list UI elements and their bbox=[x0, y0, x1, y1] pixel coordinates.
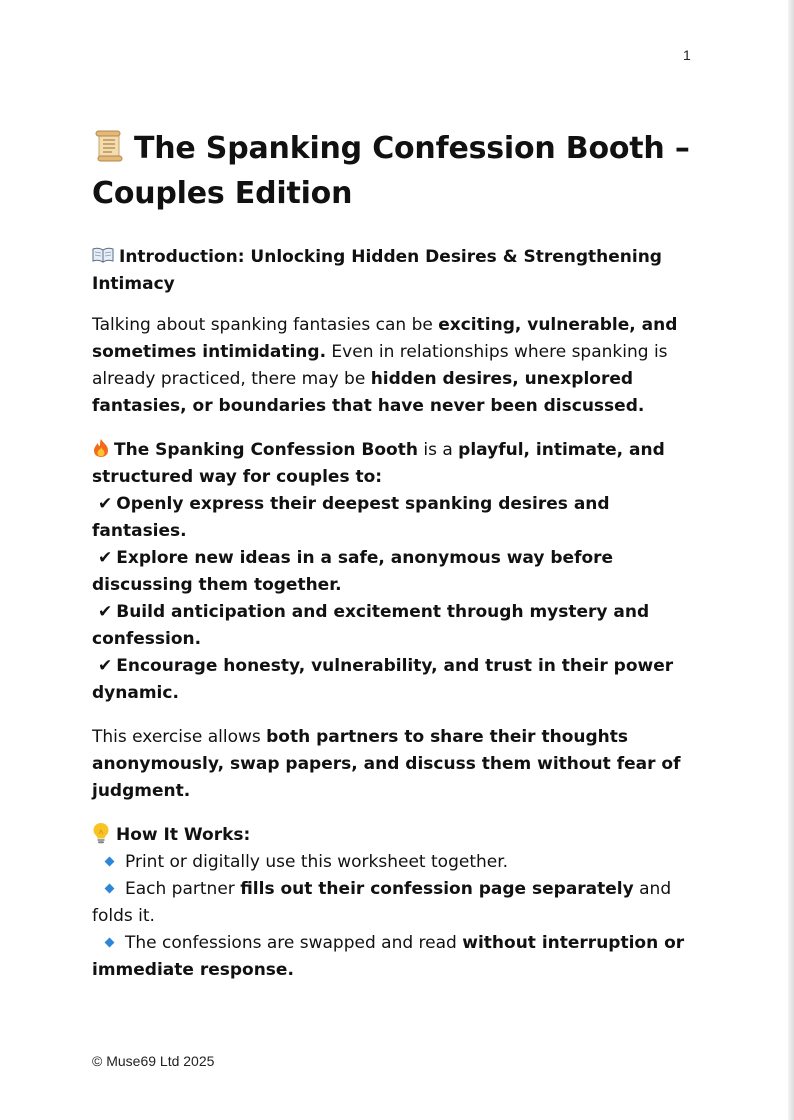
step-text: and folds it. bbox=[92, 879, 672, 926]
step-item bbox=[92, 849, 692, 876]
check-text: Openly express their deepest spanking desires and fantasies. bbox=[92, 494, 610, 541]
copyright-footer: © Muse69 Ltd 2025 bbox=[92, 1053, 215, 1069]
light-bulb-icon bbox=[92, 822, 110, 844]
check-text: Build anticipation and excitement through mystery and confession. bbox=[92, 602, 650, 649]
check-icon: ✔ bbox=[98, 494, 113, 514]
document-body bbox=[92, 126, 692, 1001]
check-item bbox=[92, 653, 692, 707]
check-icon: ✔ bbox=[98, 548, 113, 568]
exercise-text-2: both partners to share their thoughts anonymously, swap papers, and discuss them without fear of judgment. bbox=[92, 727, 681, 801]
intro-text-3: Even in relationships where spanking is already practiced, there may be bbox=[92, 342, 668, 389]
exercise-paragraph bbox=[92, 724, 692, 805]
open-book-icon bbox=[92, 245, 114, 261]
intro-paragraph bbox=[92, 312, 692, 420]
step-text: The confessions are swapped and read bbox=[125, 933, 463, 953]
check-item bbox=[92, 545, 692, 599]
booth-section bbox=[92, 437, 692, 707]
intro-text-1: Talking about spanking fantasies can be bbox=[92, 315, 439, 335]
how-it-works-title: How It Works: bbox=[116, 825, 251, 845]
blue-diamond-icon bbox=[105, 937, 115, 947]
intro-heading-text: Introduction: Unlocking Hidden Desires & Strengthening Intimacy bbox=[92, 247, 662, 294]
step-text-bold: without interruption or immediate response. bbox=[92, 933, 685, 980]
intro-heading bbox=[92, 244, 692, 298]
step-item bbox=[92, 876, 692, 930]
fire-icon bbox=[92, 438, 110, 458]
blue-diamond-icon bbox=[105, 883, 115, 893]
how-it-works-heading bbox=[92, 822, 692, 849]
exercise-text-1: This exercise allows bbox=[92, 727, 267, 747]
intro-text-2: exciting, vulnerable, and sometimes intimidating. bbox=[92, 315, 678, 362]
check-item bbox=[92, 599, 692, 653]
page-edge bbox=[788, 0, 794, 1120]
check-text: Explore new ideas in a safe, anonymous way before discussing them together. bbox=[92, 548, 614, 595]
how-it-works-section bbox=[92, 822, 692, 984]
page-title bbox=[92, 126, 692, 216]
blue-diamond-icon bbox=[105, 856, 115, 866]
step-text: Each partner bbox=[125, 879, 241, 899]
step-item bbox=[92, 930, 692, 984]
booth-intro-line bbox=[92, 437, 692, 491]
page-number: 1 bbox=[683, 47, 691, 63]
intro-text-4: hidden desires, unexplored fantasies, or boundaries that have never been discussed. bbox=[92, 369, 645, 416]
check-icon: ✔ bbox=[98, 602, 113, 622]
booth-description: playful, intimate, and structured way for couples to: bbox=[92, 440, 665, 487]
step-text-bold: fills out their confession page separately bbox=[240, 879, 634, 899]
page-title-text: The Spanking Confession Booth – Couples Edition bbox=[92, 131, 690, 211]
booth-is-a: is a bbox=[417, 440, 459, 460]
check-item bbox=[92, 491, 692, 545]
check-icon: ✔ bbox=[98, 656, 113, 676]
scroll-icon bbox=[92, 129, 126, 163]
check-text: Encourage honesty, vulnerability, and trust in their power dynamic. bbox=[92, 656, 674, 703]
booth-name: The Spanking Confession Booth bbox=[114, 440, 418, 460]
step-text: Print or digitally use this worksheet together. bbox=[125, 852, 509, 872]
